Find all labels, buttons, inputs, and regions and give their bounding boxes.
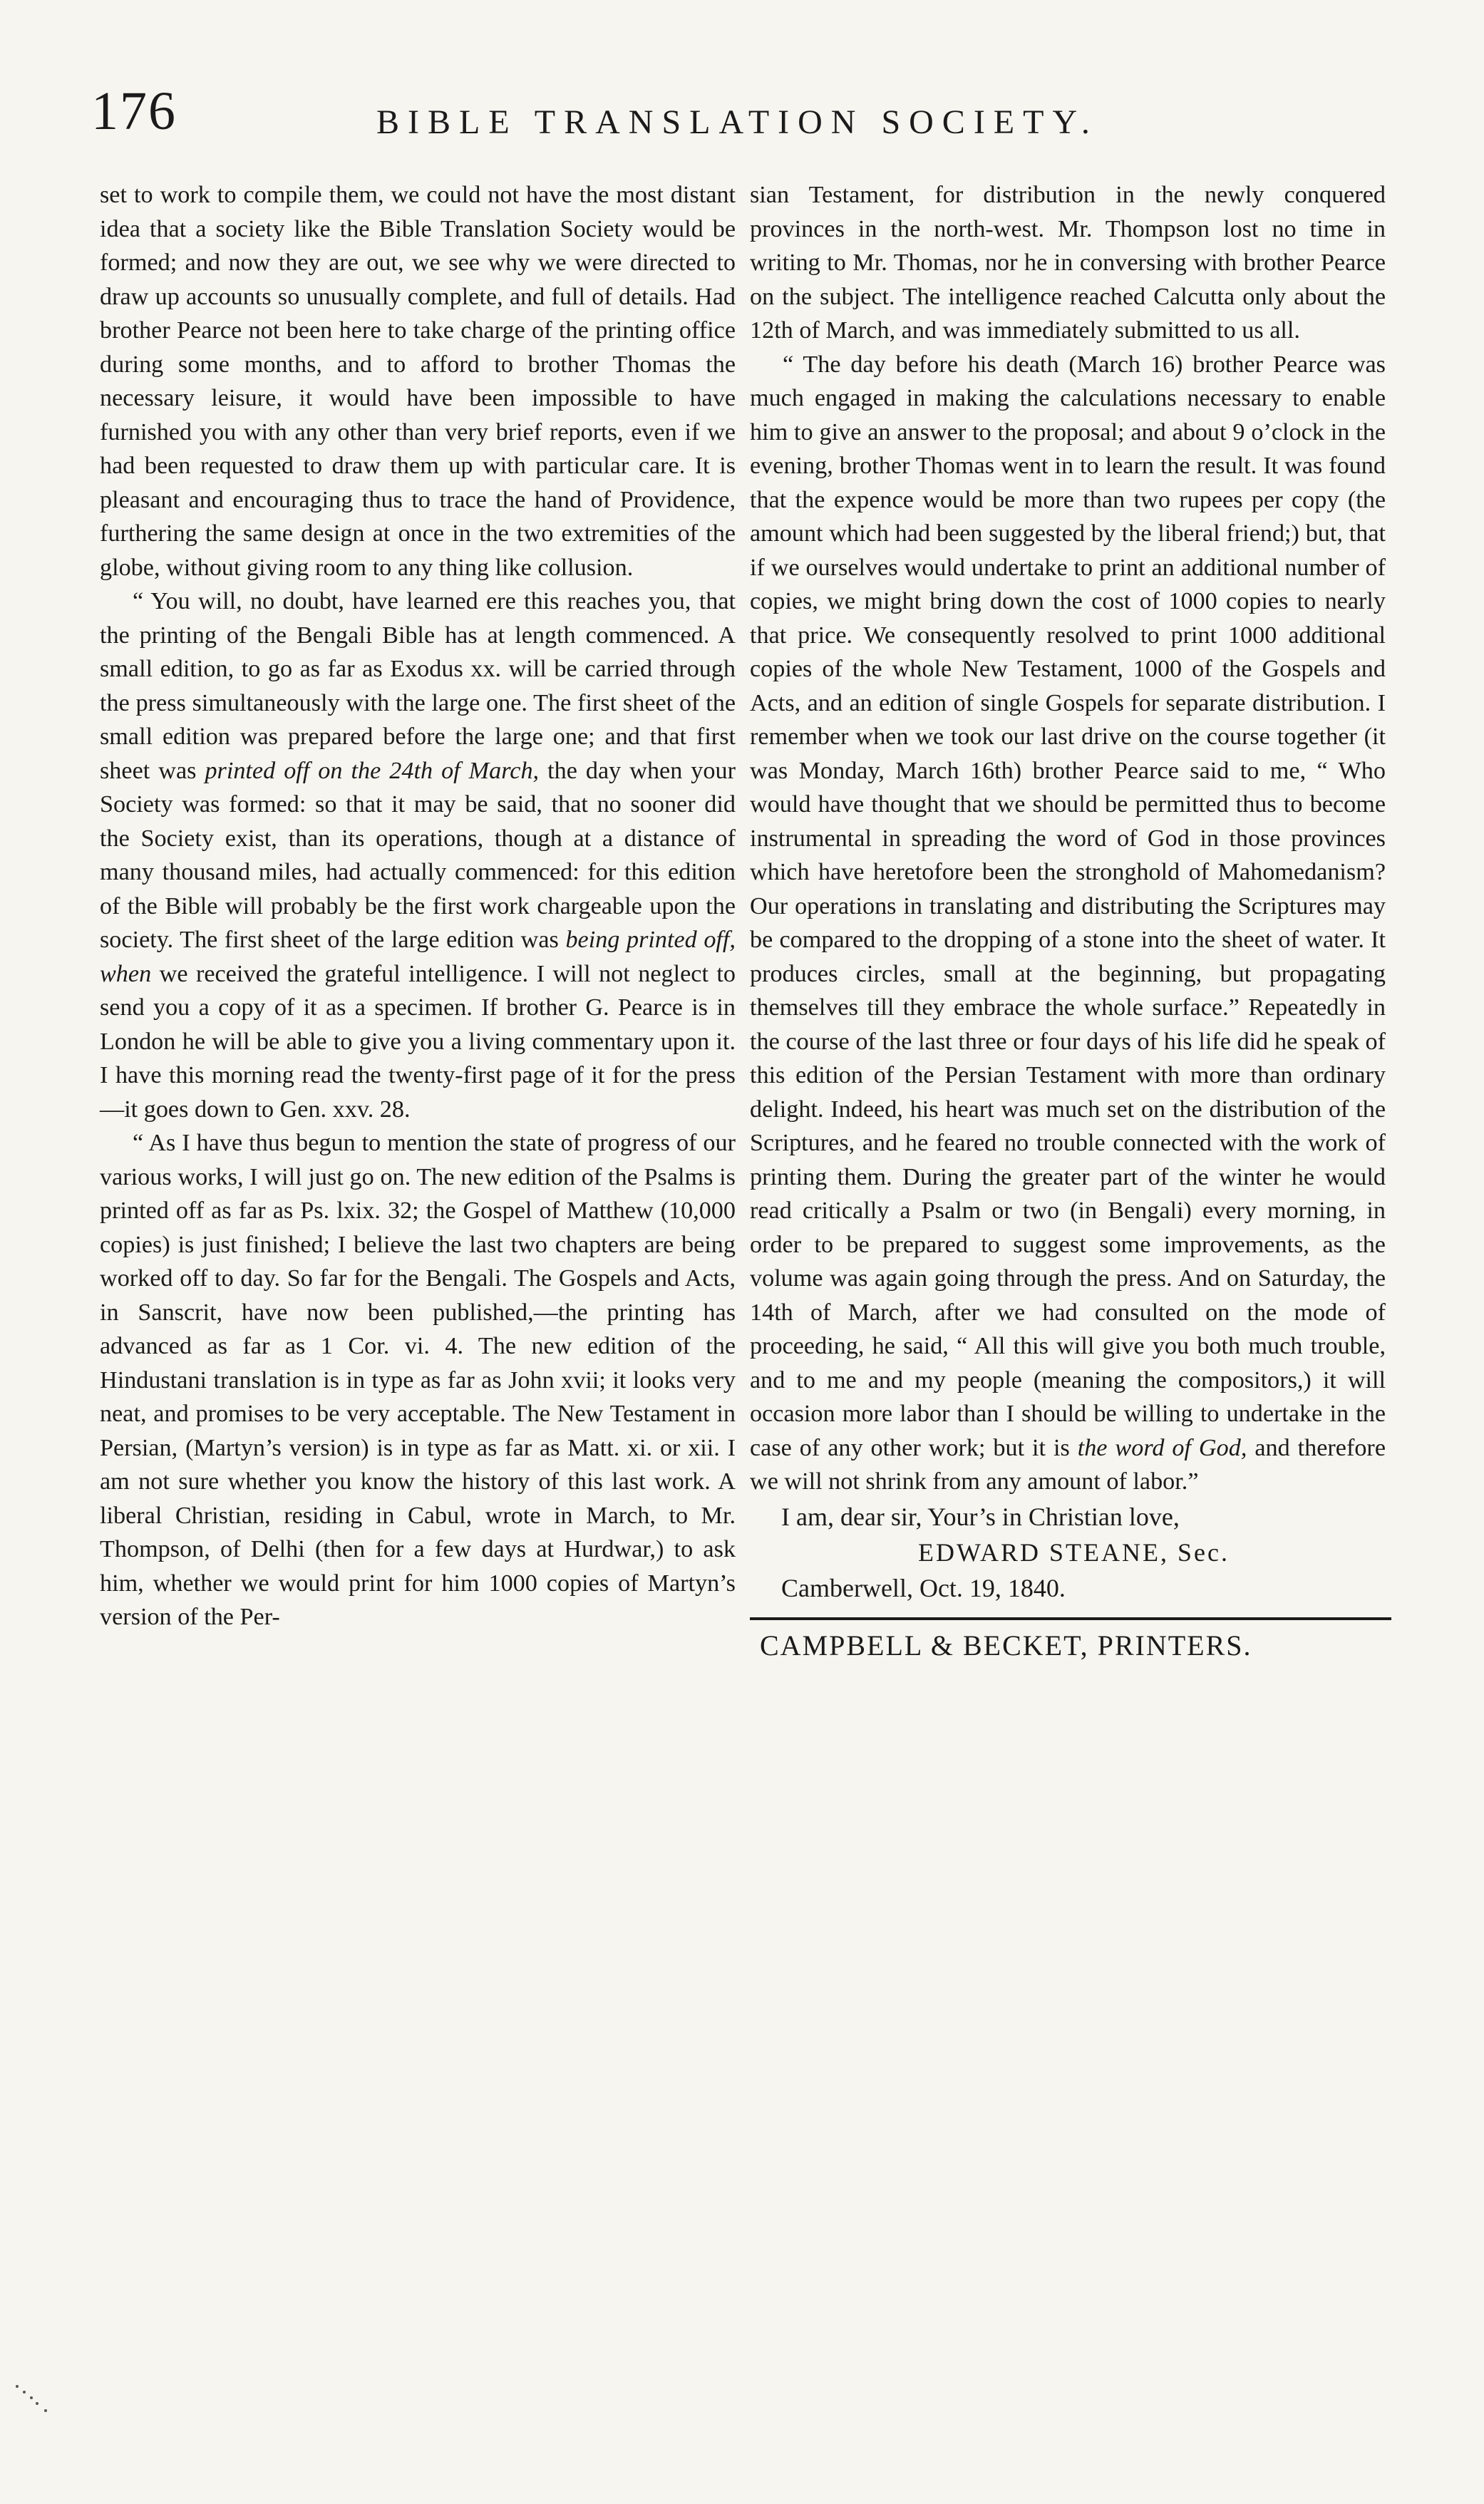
running-title: BIBLE TRANSLATION SOCIETY. (376, 103, 1098, 141)
text-run: we received the grateful intelligence. I will not neglect to send you a copy of it as a specimen. If brother G. Pearce is in London he will be able to give you a living commentary upon it. I have this morning read the twenty-first page of it for the press—it goes down to Gen. xxv. 28. (100, 960, 736, 1123)
paragraph (100, 584, 736, 1126)
text-run: “ You will, no doubt, have learned ere this reaches you, that the printing of the Bengali Bible has at length commenced. A small edition, to go as far as Exodus xx. will be carried through the press simultaneously with the large one. The first sheet of the small edition was prepared before the large one; and that first sheet was (100, 588, 736, 784)
text-run: and therefore we will not shrink from any amount of labor.” (750, 1434, 1386, 1495)
right-column (750, 178, 1386, 1666)
signature: EDWARD STEANE, Sec. (918, 1537, 1230, 1567)
italic-text: being printed off, when (100, 927, 736, 987)
text-run: the day when your Society was formed: so that it may be said, that no sooner did the Society exist, than its operations, though at a distance of many thousand miles, had actually commenced: for this edition of the Bible will probably be the first work chargeable upon the society. The first sheet of the large edition was (100, 757, 736, 953)
paragraph: sian Testament, for distribution in the newly conquered provinces in the north-west. Mr. Thompson lost no time in writing to Mr. Thomas, nor he in conversing with brother Pearce on the subject. The intelligence reached Calcutta only about the 12th of March, and was immediately submitted to us all. (750, 182, 1386, 344)
page-number: 176 (91, 81, 177, 141)
italic-text: the word of God, (1077, 1434, 1247, 1461)
margin-specks (13, 2381, 63, 2423)
paragraph (750, 348, 1386, 1499)
left-column (100, 178, 736, 1634)
page-header (91, 81, 1360, 163)
letter-signoff (750, 1499, 1386, 1606)
closing-line: I am, dear sir, Your’s in Christian love, (781, 1502, 1180, 1531)
paragraph: “ As I have thus begun to mention the state of progress of our various works, I will just go on. The new edition of the Psalms is printed off as far as Ps. lxix. 32; the Gospel of Matthew (10,000 copies) is just finished; I believe the last two chapters are being worked off to day. So far for the Bengali. The Gospels and Acts, in Sanscrit, have now been published,—the printing has advanced as far as 1 Cor. vi. 4. The new edition of the Hindustani translation is in type as far as John xvii; it looks very neat, and promises to be very acceptable. The New Testament in Persian, (Martyn’s version) is in type as far as Matt. xi. or xii. I am not sure whether you know the history of this last work. A liberal Christian, residing in Cabul, wrote in March, to Mr. Thompson, of Delhi (then for a few days at Hurdwar,) to ask him, whether we would print for him 1000 copies of Martyn’s version of the Per- (100, 1130, 736, 1630)
italic-text: printed off on the 24th of March, (205, 757, 540, 784)
text-run: “ The day before his death (March 16) brother Pearce was much engaged in making the calculations necessary to enable him to give an answer to the proposal; and about 9 o’clock in the evening, brother Thomas went in to learn the result. It was found that the expence would be more than two rupees per copy (the amount which had been suggested by the liberal friend;) but, that if we ourselves would undertake to print an additional number of copies, we might bring down the cost of 1000 copies to nearly that price. We consequently resolved to print 1000 additional copies of the whole New Testament, 1000 of the Gospels and Acts, and an edition of single Gospels for separate distribution. I remember when we took our last drive on the course together (it was Monday, March 16th) brother Pearce said to me, “ Who would have thought that we should be permitted thus to become instrumental in spreading the word of God in those provinces which have heretofore been the stronghold of Mahomedanism? Our operations in translating and distributing the Scriptures may be compared to the dropping of a stone into the sheet of water. It produces circles, small at the beginning, but propagating themselves till they embrace the whole surface.” Repeatedly in the course of the last three or four days of his life did he speak of this edition of the Persian Testament with more than ordinary delight. Indeed, his heart was much set on the distribution of the Scriptures, and he feared no trouble connected with the work of printing them. During the greater part of the winter he would read critically a Psalm or two (in Bengali) every morning, in order to be prepared to suggest some improvements, as the volume was again going through the press. And on Saturday, the 14th of March, after we had consulted on the mode of proceeding, he said, “ All this will give you both much trouble, and to me and my people (meaning the compositors,) it will occasion more labor than I should be willing to undertake in the case of any other work; but it is (750, 351, 1386, 1461)
place-date: Camberwell, Oct. 19, 1840. (781, 1573, 1066, 1602)
divider-rule (750, 1617, 1391, 1620)
printers-imprint: CAMPBELL & BECKET, PRINTERS. (760, 1629, 1252, 1661)
paragraph: set to work to compile them, we could not have the most distant idea that a society like the Bible Translation Society would be formed; and now they are out, we see why we were directed to draw up accounts so unusually complete, and full of details. Had brother Pearce not been here to take charge of the printing office during some months, and to afford to brother Thomas the necessary leisure, it would have been impossible to have furnished you with any other than very brief reports, even if we had been requested to draw them up with particular care. It is pleasant and encouraging thus to trace the hand of Providence, furthering the same design at once in the two extremities of the globe, without giving room to any thing like collusion. (100, 182, 736, 581)
